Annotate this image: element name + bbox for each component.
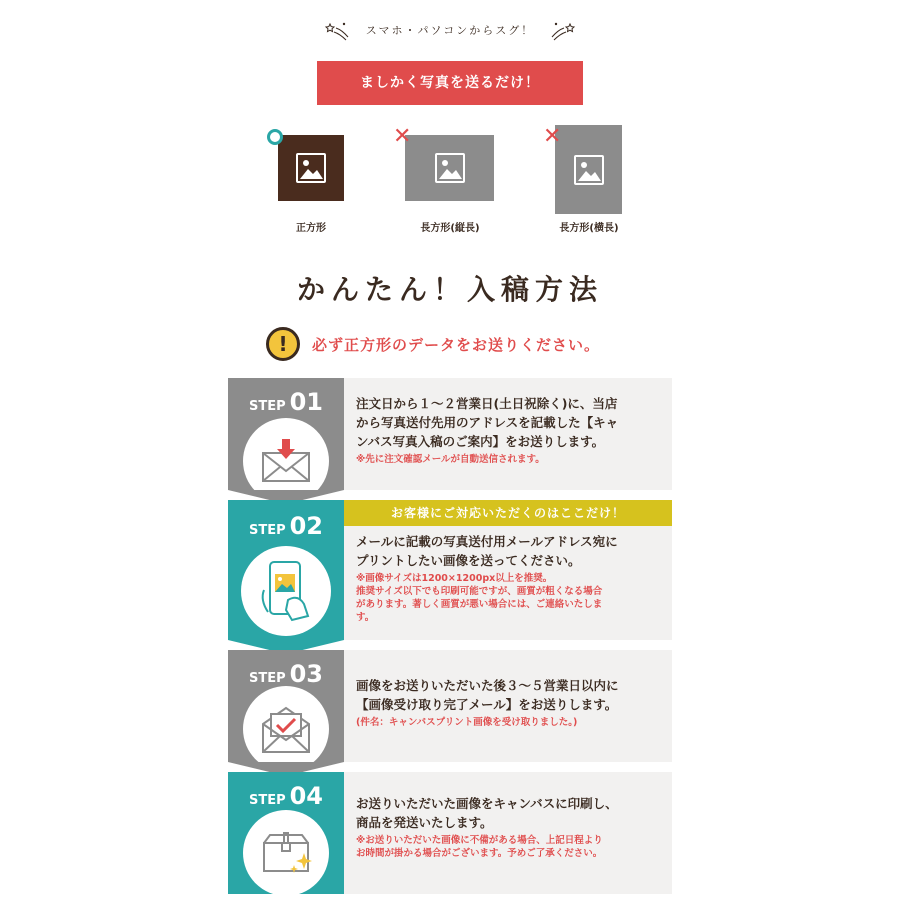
shape-label-square: 正方形	[296, 223, 326, 234]
shape-square	[278, 135, 344, 201]
step-note: ※お送りいただいた画像に不備がある場合、上記日程より	[356, 835, 603, 846]
shape-label-landscape: 長方形(横長)	[559, 223, 619, 234]
step-note: ※画像サイズは1200×1200px以上を推奨。	[356, 573, 553, 584]
step-main-line: 【画像受け取り完了メール】をお送りします。	[356, 697, 618, 712]
step-03	[228, 650, 672, 762]
step-number: 01	[289, 388, 324, 416]
warning-text: 必ず正方形のデータをお送りください。	[312, 335, 601, 354]
step-main-line: プリントしたい画像を送ってください。	[356, 553, 581, 568]
step-word: STEP	[248, 671, 286, 686]
shape-portrait-rect	[405, 135, 494, 201]
shooting-star-right-icon	[550, 20, 576, 42]
step-02	[228, 500, 672, 640]
section-title: かんたん！入稿方法	[296, 273, 603, 306]
step-note: があります。著しく画質が悪い場合には、ご連絡いたしま	[356, 599, 603, 610]
step-04	[228, 772, 672, 894]
image-icon	[574, 155, 604, 185]
step-main-line: 商品を発送いたします。	[356, 815, 493, 830]
highlight-banner: お客様にご対応いただくのはここだけ！	[344, 500, 672, 526]
step-01	[228, 378, 672, 490]
shape-landscape-rect	[555, 125, 622, 214]
ok-mark-icon	[267, 129, 283, 145]
shooting-star-left-icon	[324, 20, 350, 42]
step-main-line: 注文日から１～２営業日(土日祝除く)に、当店	[356, 396, 618, 411]
ng-mark-icon: ✕	[543, 124, 562, 149]
step-note: す。	[356, 612, 375, 623]
square-photo-banner: ましかく写真を送るだけ！	[317, 61, 583, 105]
step-main-line: 画像をお送りいただいた後３～５営業日以内に	[356, 678, 619, 693]
step-main-line: メールに記載の写真送付用メールアドレス宛に	[356, 534, 618, 549]
step-number: 02	[289, 512, 324, 540]
step-number: 03	[289, 660, 324, 688]
package-sparkle-icon	[243, 810, 329, 896]
tagline	[0, 20, 900, 42]
image-icon	[296, 153, 326, 183]
step-note: (件名：キャンバスプリント画像を受け取りました。)	[356, 717, 578, 728]
step-word: STEP	[248, 523, 286, 538]
step-number: 04	[289, 782, 324, 810]
step-main-line: お送りいただいた画像をキャンバスに印刷し、	[356, 796, 618, 811]
shape-label-portrait: 長方形(縦長)	[420, 223, 480, 234]
step-main-line: から写真送付先用のアドレスを記載した【キャ	[356, 415, 619, 430]
step-word: STEP	[248, 399, 286, 414]
step-main-line: ンバス写真入稿のご案内】をお送りします。	[356, 434, 605, 449]
step-note: お時間が掛かる場合がございます。予めご了承ください。	[356, 848, 603, 859]
image-icon	[435, 153, 465, 183]
exclamation-icon: !	[266, 327, 300, 361]
step-word: STEP	[248, 793, 286, 808]
ng-mark-icon: ✕	[393, 124, 412, 149]
envelope-check-icon	[243, 686, 329, 772]
tagline-text: スマホ・パソコンからスグ！	[365, 24, 535, 37]
step-note: 推奨サイズ以下でも印刷可能ですが、画質が粗くなる場合	[356, 586, 603, 597]
smartphone-photo-icon	[241, 546, 331, 636]
step-note: ※先に注文確認メールが自動送信されます。	[356, 454, 545, 465]
square-data-warning	[266, 326, 600, 362]
